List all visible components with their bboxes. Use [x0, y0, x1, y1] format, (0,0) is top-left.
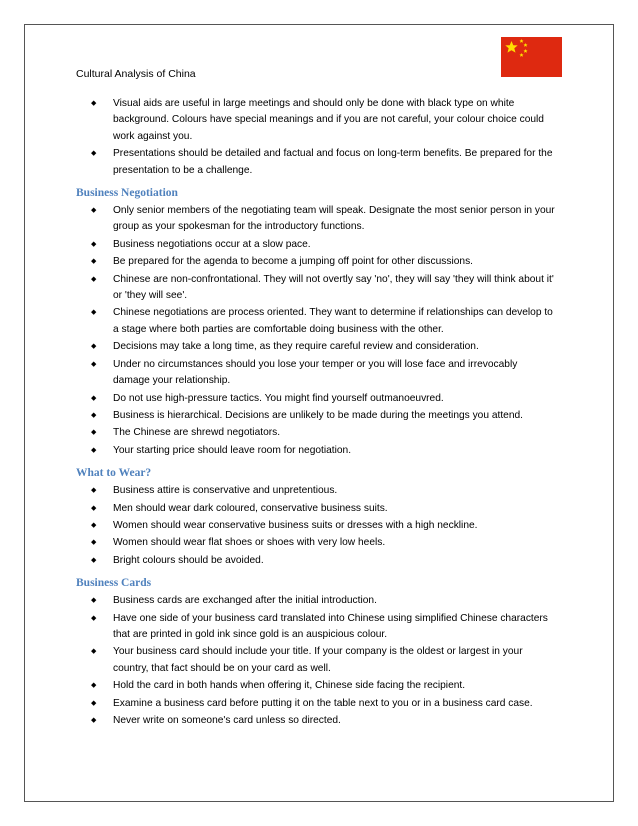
business-negotiation-list: [76, 203, 556, 459]
list-item: [76, 553, 556, 569]
list-item: [76, 272, 556, 305]
document-title: Cultural Analysis of China: [76, 68, 196, 80]
bullet-icon: ◆: [91, 240, 97, 248]
list-item: [76, 696, 556, 712]
section-heading-business-negotiation: Business Negotiation: [76, 187, 178, 200]
bullet-icon: ◆: [91, 556, 97, 564]
list-item-text: Examine a business card before putting it on the table next to you or in a business card case.: [113, 697, 533, 709]
list-item-text: Be prepared for the agenda to become a jumping off point for other discussions.: [113, 256, 473, 268]
bullet-icon: ◆: [91, 504, 97, 512]
list-item: [76, 96, 556, 145]
list-item: [76, 146, 556, 179]
list-item: [76, 501, 556, 517]
list-item-text: Business cards are exchanged after the initial introduction.: [113, 595, 377, 607]
list-item-text: Decisions may take a long time, as they require careful review and consideration.: [113, 341, 479, 353]
section-heading-what-to-wear: What to Wear?: [76, 467, 152, 480]
bullet-icon: ◆: [91, 682, 97, 690]
list-item: [76, 483, 556, 499]
bullet-icon: ◆: [91, 411, 97, 419]
list-item-text: Under no circumstances should you lose your temper or you will lose face and irrevocably damage your relationship.: [113, 358, 518, 387]
bullet-icon: ◆: [91, 150, 97, 158]
bullet-icon: ◆: [91, 717, 97, 724]
bullet-icon: ◆: [91, 597, 97, 605]
list-item-text: Never write on someone's card unless so directed.: [113, 715, 341, 726]
list-item-text: Do not use high-pressure tactics. You might find yourself outmanoeuvred.: [113, 392, 444, 404]
bullet-icon: ◆: [91, 539, 97, 547]
list-item-text: Your business card should include your title. If your company is the oldest or largest in your country, that fact should be on your card as well.: [113, 646, 523, 674]
list-item-text: Business negotiations occur at a slow pace.: [113, 238, 311, 250]
bullet-icon: ◆: [91, 309, 97, 317]
list-item-text: Men should wear dark coloured, conservative business suits.: [113, 502, 388, 514]
list-item: [76, 408, 556, 424]
list-item: [76, 535, 556, 551]
list-item-text: Bright colours should be avoided.: [113, 554, 264, 566]
bullet-icon: ◆: [91, 429, 97, 437]
what-to-wear-list: [76, 483, 556, 569]
list-item: [76, 203, 556, 236]
list-item-text: The Chinese are shrewd negotiators.: [113, 427, 281, 439]
list-item-text: Business attire is conservative and unpretentious.: [113, 485, 338, 497]
bullet-icon: ◆: [91, 275, 97, 283]
list-item-text: Only senior members of the negotiating team will speak. Designate the most senior person in your group as your spokesman for the introductory functions.: [113, 205, 555, 233]
list-item: [76, 593, 556, 609]
intro-bullet-list: [76, 96, 556, 179]
bullet-icon: ◆: [91, 699, 97, 707]
bullet-icon: ◆: [91, 487, 97, 495]
list-item-text: Have one side of your business card translated into Chinese using simplified Chinese characters that are printed in gold ink since gold is an auspicious colour.: [113, 612, 548, 640]
bullet-icon: ◆: [91, 614, 97, 622]
list-item: [76, 678, 556, 694]
bullet-icon: ◆: [91, 207, 97, 215]
list-item: [76, 339, 556, 355]
section-heading-business-cards: Business Cards: [76, 577, 152, 590]
list-item: [76, 425, 556, 441]
list-item: [76, 254, 556, 270]
list-item-text: Presentations should be detailed and factual and focus on long-term benefits. Be prepared for the presentation to be a challenge.: [113, 148, 553, 176]
business-cards-list: [76, 593, 556, 729]
list-item: [76, 518, 556, 534]
list-item-text: Your starting price should leave room for negotiation.: [113, 444, 352, 456]
bullet-icon: ◆: [91, 648, 97, 656]
china-flag-icon: [501, 37, 562, 77]
list-item: [76, 305, 556, 338]
list-item: [76, 443, 556, 459]
bullet-icon: ◆: [91, 343, 97, 351]
list-item: [76, 357, 556, 390]
list-item: [76, 237, 556, 253]
list-item: [76, 391, 556, 407]
bullet-icon: ◆: [91, 521, 97, 529]
list-item-text: Business is hierarchical. Decisions are unlikely to be made during the meetings you attend.: [113, 409, 523, 421]
bullet-icon: ◆: [91, 446, 97, 454]
list-item: [76, 611, 556, 644]
bullet-icon: ◆: [91, 258, 97, 266]
list-item-text: Women should wear flat shoes or shoes with very low heels.: [113, 537, 386, 549]
list-item-text: Chinese negotiations are process oriented. They want to determine if relationships can develop to a stage where both parties are comfortable doing business with the other.: [113, 307, 553, 335]
bullet-icon: ◆: [91, 394, 97, 402]
bullet-icon: ◆: [91, 360, 97, 368]
list-item-text: Visual aids are useful in large meetings and should only be done with black type on white background. Colours have special meanings and if you are not careful, your colour choice could work against you.: [113, 98, 544, 142]
list-item-text: Women should wear conservative business suits or dresses with a high neckline.: [113, 519, 478, 531]
list-item: [76, 644, 556, 677]
list-item-text: Chinese are non-confrontational. They will not overtly say 'no', they will say 'they will think about it' or 'they will see'.: [113, 273, 554, 302]
document-body: [76, 96, 556, 730]
list-item-text: Hold the card in both hands when offering it, Chinese side facing the recipient.: [113, 680, 466, 692]
bullet-icon: ◆: [91, 100, 97, 107]
list-item: [76, 713, 556, 729]
